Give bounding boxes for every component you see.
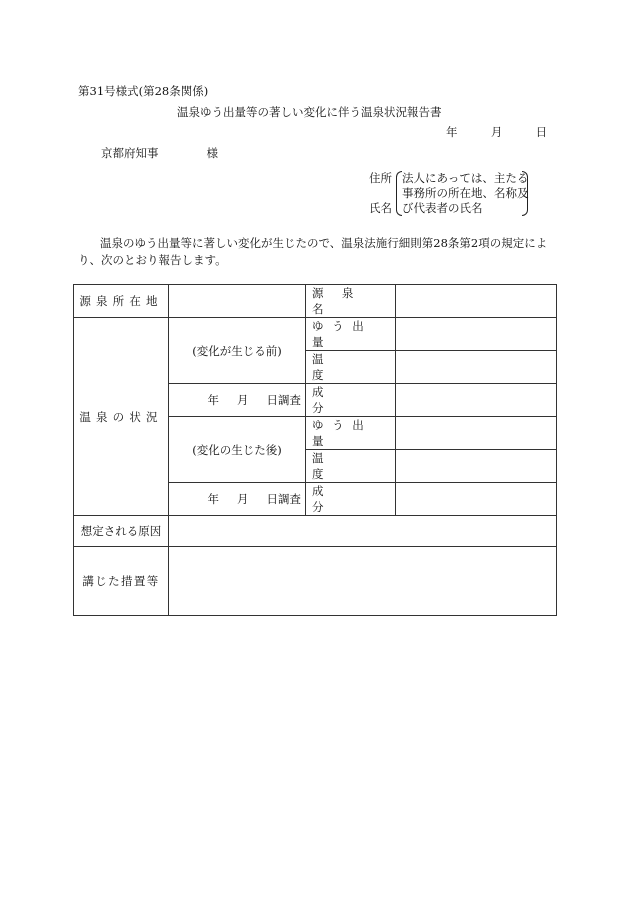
measures-label: 講じた措置等: [82, 574, 160, 588]
applicant-note: [396, 171, 528, 216]
applicant-labels: [369, 171, 392, 216]
date-month: 月: [490, 125, 503, 139]
component-before-label-cell: [306, 384, 396, 417]
document-title: 温泉ゆう出量等の著しい変化に伴う温泉状況報告書: [177, 105, 442, 119]
status-label: 温泉の状況: [79, 409, 163, 424]
location-label: 源泉所在地: [79, 294, 163, 308]
table-row: [74, 285, 557, 318]
report-date: [446, 124, 547, 140]
survey-before-day: 日調査: [266, 393, 301, 407]
flow-after-label: ゆう出量: [312, 418, 373, 448]
address-label: 住所: [369, 171, 392, 185]
flow-before-field[interactable]: [396, 318, 557, 351]
temp-after-label-cell: [306, 450, 396, 483]
after-label: (変化の生じた後): [192, 442, 282, 457]
spring-name-label-cell: [306, 285, 396, 318]
cause-field[interactable]: [169, 516, 557, 547]
date-day: 日: [535, 125, 548, 139]
recipient-name: 京都府知事: [101, 146, 159, 160]
temp-after-field[interactable]: [396, 450, 557, 483]
survey-after-month: 月: [237, 492, 249, 506]
before-label-cell: [169, 318, 306, 384]
temp-before-field[interactable]: [396, 351, 557, 384]
note-line: び代表者の氏名: [402, 201, 483, 215]
temp-before-label-cell: [306, 351, 396, 384]
location-label-cell: [74, 285, 169, 318]
flow-after-field[interactable]: [396, 417, 557, 450]
body-line-2: り、次のとおり報告します。: [78, 253, 227, 267]
survey-after-cell: [169, 483, 306, 516]
spring-name-field[interactable]: [396, 285, 557, 318]
flow-before-label-cell: [306, 318, 396, 351]
table-row: [74, 318, 557, 351]
table-row: [74, 516, 557, 547]
survey-after-day: 日調査: [266, 492, 301, 506]
location-field[interactable]: [169, 285, 306, 318]
recipient: [101, 145, 218, 161]
survey-before-year: 年: [207, 393, 219, 407]
survey-before-cell: [169, 384, 306, 417]
report-table: [73, 284, 557, 616]
status-label-cell: [74, 318, 169, 516]
temp-before-label: 温度: [312, 352, 365, 382]
component-before-label: 成分: [312, 385, 365, 415]
flow-after-label-cell: [306, 417, 396, 450]
name-label: 氏名: [369, 201, 392, 215]
after-label-cell: [169, 417, 306, 483]
paren-left: [396, 171, 402, 216]
note-line: 事務所の所在地、名称及: [402, 186, 529, 200]
cause-label-cell: [74, 516, 169, 547]
component-after-label-cell: [306, 483, 396, 516]
note-line: 法人にあっては、主たる: [402, 171, 529, 185]
component-after-field[interactable]: [396, 483, 557, 516]
flow-before-label: ゆう出量: [312, 319, 373, 349]
survey-before-month: 月: [237, 393, 249, 407]
component-after-label: 成分: [312, 484, 365, 514]
component-before-field[interactable]: [396, 384, 557, 417]
form-id: 第31号様式(第28条関係): [78, 84, 209, 98]
recipient-honorific: 様: [206, 146, 218, 160]
temp-after-label: 温度: [312, 451, 365, 481]
date-year: 年: [446, 125, 458, 139]
survey-after-year: 年: [207, 492, 219, 506]
measures-label-cell: [74, 547, 169, 616]
report-body: [78, 235, 558, 269]
before-label: (変化が生じる前): [192, 343, 282, 358]
measures-field[interactable]: [169, 547, 557, 616]
cause-label: 想定される原因: [80, 524, 162, 538]
table-row: [74, 547, 557, 616]
spring-name-label: 源泉名: [312, 286, 372, 316]
body-line-1: 温泉のゆう出量等に著しい変化が生じたので、温泉法施行細則第28条第2項の規定によ: [100, 236, 548, 250]
paren-right: [522, 171, 528, 216]
